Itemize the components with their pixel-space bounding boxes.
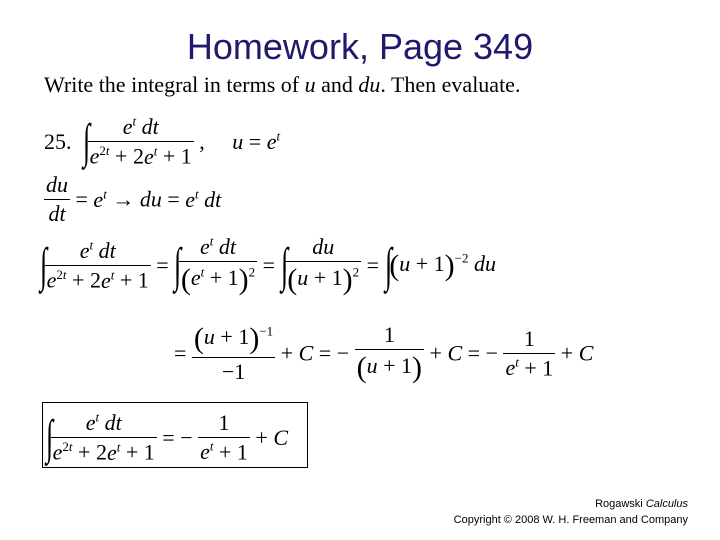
instruction-text: Write the integral in terms of u and du. Then evaluate. [44, 72, 521, 97]
copyright-footer [454, 496, 688, 528]
footer-copyright: Copyright © 2008 W. H. Freeman and Company [453, 514, 688, 526]
footer-author: Rogawski [595, 498, 646, 510]
evaluation-step: = $\frac{(u + 1)^{-1}}{-1}$ + C = − $\frac{1}{(u + 1)}$ + C = − $\frac{1}{e^t + 1}$ + C [174, 322, 594, 384]
problem-number: 25. [44, 128, 72, 154]
problem-statement: 25. ∫ $\frac{e^t dt}{e^{2t} + 2e^t + 1}$ , $u = e^t$ [44, 114, 281, 169]
slide-title: Homework, Page 349 [186, 26, 534, 67]
final-answer: ∫ $\frac{e^t dt}{e^{2t} + 2e^t + 1}$ = − $\frac{1}{e^t + 1}$ + C [46, 410, 289, 465]
derivative-step: $\frac{du}{dt}$ = $e^t$ → du = $e^t$ dt [46, 172, 222, 226]
footer-book: Calculus [645, 498, 688, 510]
substitution-step: ∫ $\frac{e^t dt}{e^{2t} + 2e^t + 1}$ = ∫ $\frac{e^t dt}{(e^t + 1)^2}$ = ∫ $\frac{du}{(u + 1)^2}$ = ∫ $(u + 1)^{-2}$ du [40, 234, 497, 297]
